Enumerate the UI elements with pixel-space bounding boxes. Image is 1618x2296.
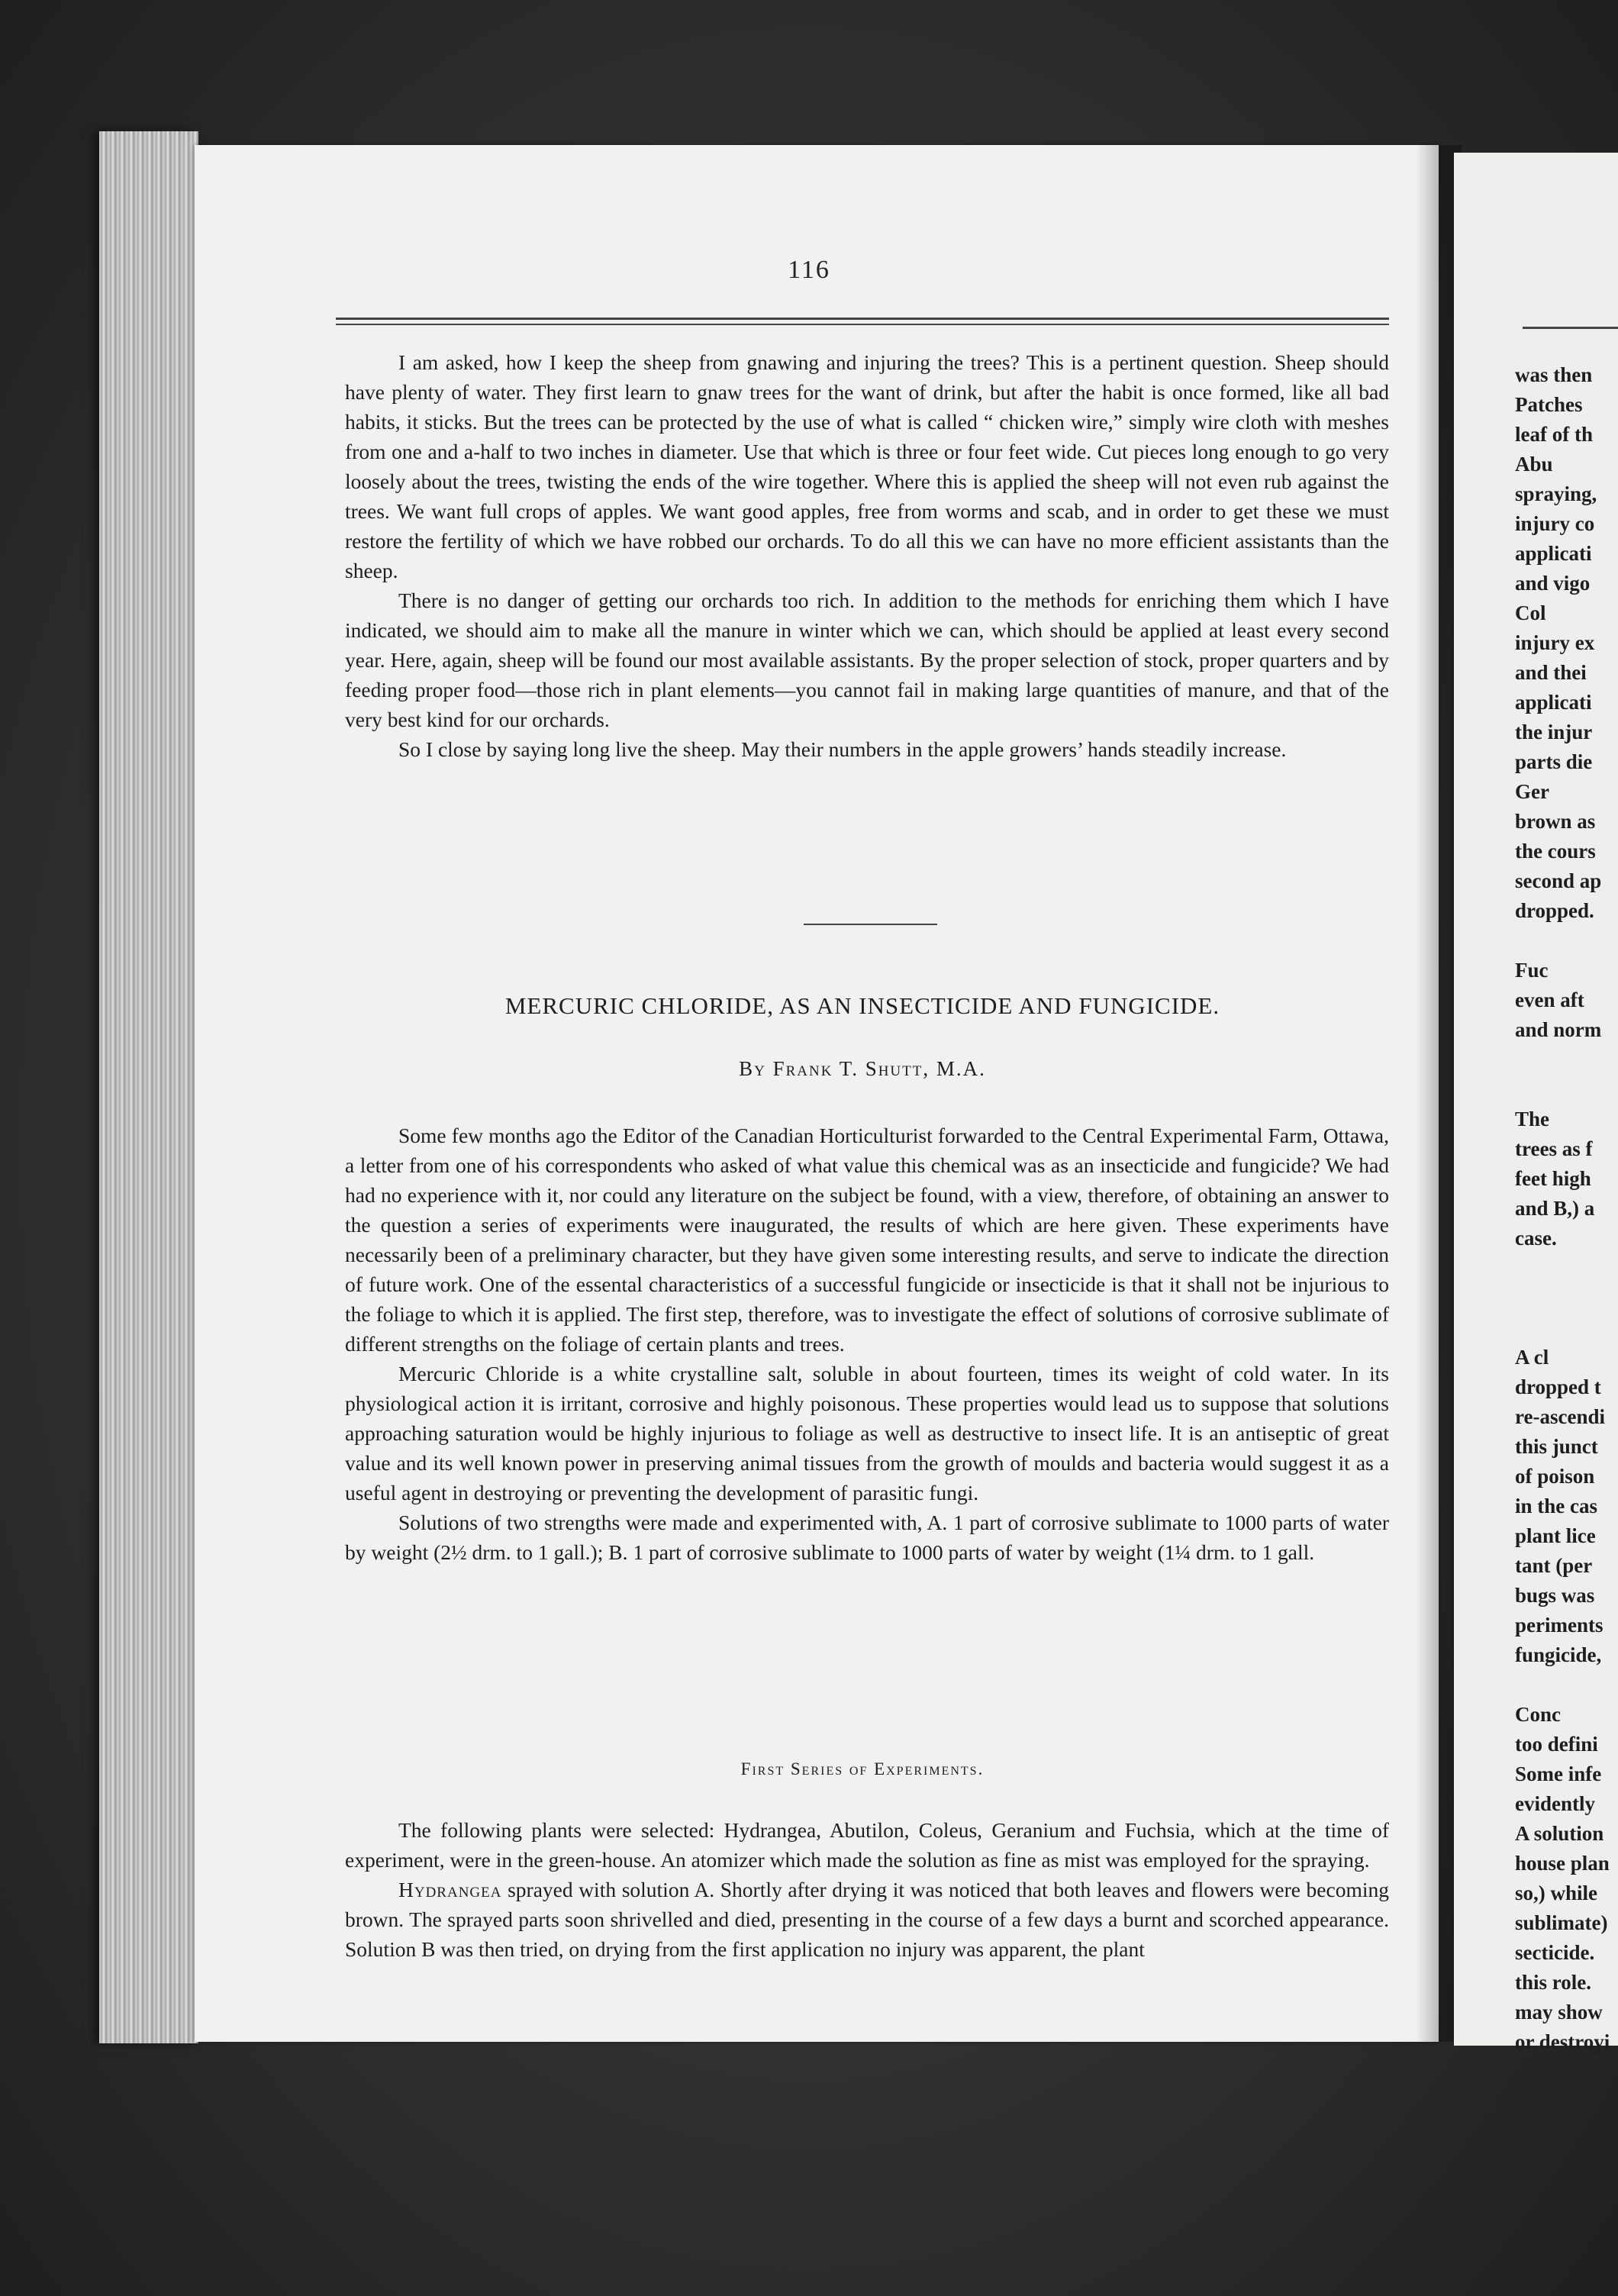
header-rule-top: [336, 318, 1389, 320]
right-page-line: second ap: [1515, 869, 1602, 892]
right-page-line: brown as: [1515, 810, 1596, 833]
right-page-line: and B,) a: [1515, 1197, 1595, 1220]
right-page-line: was then: [1515, 363, 1593, 386]
right-page-line: leaf of th: [1515, 423, 1593, 446]
run-in-heading: Hydrangea: [398, 1878, 502, 1901]
right-page-line: or destroyi: [1515, 2030, 1610, 2053]
right-page-line: [1515, 1313, 1610, 1343]
right-page-line: may show: [1515, 2001, 1603, 2024]
right-page-line: Col: [1515, 601, 1546, 624]
right-page-line: and thei: [1515, 661, 1587, 684]
paragraph: Solutions of two strengths were made and experimented with, A. 1 part of corrosive sublimate to 1000 parts of water by weight (2½ drm. to 1 gall.); B. 1 part of corrosive sublimate to 1000 parts of water by weight (1¼ drm. to 1 gall.: [345, 1511, 1389, 1564]
right-page-line: secticide.: [1515, 1941, 1595, 1964]
right-page-line: trees as f: [1515, 1137, 1593, 1160]
sheep-section: [345, 347, 1389, 764]
right-page-line: [1515, 926, 1610, 956]
right-page-line: injury co: [1515, 512, 1595, 535]
right-page-line: the injur: [1515, 721, 1593, 743]
right-page-line: [1515, 1670, 1610, 1700]
section-heading: First Series of Experiments.: [740, 1759, 985, 1778]
right-page-line: periments: [1515, 1614, 1603, 1637]
right-page-line: [1515, 1283, 1610, 1313]
right-page-line: bugs was: [1515, 1584, 1595, 1607]
section-divider: [804, 924, 937, 925]
right-page-line: Patches: [1515, 393, 1583, 416]
right-page-line: sublimate): [1515, 1911, 1608, 1934]
right-page-line: in the cas: [1515, 1495, 1597, 1517]
right-page-line: evidently: [1515, 1792, 1595, 1815]
right-page-line: tant (per: [1515, 1554, 1593, 1577]
header-rule-bottom: [336, 324, 1389, 325]
right-page-line: Abu: [1515, 453, 1553, 476]
right-page-line: the cours: [1515, 840, 1596, 863]
right-page-line: applicati: [1515, 542, 1592, 565]
right-page-line: Ger: [1515, 780, 1549, 803]
article-body: [345, 1121, 1389, 1567]
right-page-line: and vigo: [1515, 572, 1591, 595]
right-page-line: and norm: [1515, 1018, 1602, 1041]
right-page-line: fungicide,: [1515, 1643, 1602, 1666]
right-page-line: The: [1515, 1108, 1550, 1130]
right-page-line: [1515, 1045, 1610, 1075]
right-page-line: parts die: [1515, 750, 1593, 773]
right-page-line: Some infe: [1515, 1762, 1602, 1785]
right-page-line: so,) while: [1515, 1882, 1597, 1904]
right-page-rule: [1523, 327, 1618, 329]
page-number: 116: [788, 256, 830, 284]
right-page-line: applicati: [1515, 691, 1592, 714]
right-page-line: this role.: [1515, 1971, 1591, 1994]
right-page-line: [1515, 1075, 1610, 1104]
right-page-line: of poison: [1515, 1465, 1595, 1488]
right-page-line: spraying,: [1515, 482, 1597, 505]
right-page-line: house plan: [1515, 1852, 1610, 1875]
paragraph: So I close by saying long live the sheep. May their numbers in the apple growers’ hands steadily increase.: [398, 737, 1287, 761]
book-page-edges: [99, 131, 198, 2043]
right-page-line: this junct: [1515, 1435, 1598, 1458]
article-title: MERCURIC CHLORIDE, AS AN INSECTICIDE AND FUNGICIDE.: [504, 992, 1220, 1019]
right-page-line: A solution: [1515, 1822, 1604, 1845]
right-page-line: Conc: [1515, 1703, 1561, 1726]
right-page-line: injury ex: [1515, 631, 1595, 654]
right-page-line: Fuc: [1515, 959, 1549, 982]
right-page-line: re-ascendi: [1515, 1405, 1605, 1428]
right-page-line: [1515, 1253, 1610, 1283]
paragraph: Mercuric Chloride is a white crystalline salt, soluble in about fourteen, times its weight of cold water. In its physiological action it is irritant, corrosive and highly poisonous. These properties would lead us to suppose that solutions approaching saturation would be highly injurious to foliage as well as destructive to insect life. It is an antiseptic of great value and its well known power in preserving animal tissues from the growth of moulds and bacteria would suggest it as a useful agent in destroying or preventing the development of parasitic fungi.: [345, 1362, 1389, 1504]
paragraph: [345, 1875, 1389, 1964]
right-page-line: feet high: [1515, 1167, 1591, 1190]
paragraph: There is no danger of getting our orchards too rich. In addition to the methods for enriching them which I have indicated, we should aim to make all the manure in winter which we can, which should be applied at least every second year. Here, again, sheep will be found our most available assistants. By the proper selection of stock, proper quarters and by feeding proper food—those rich in plant elements—you cannot fail in making large quantities of manure, and that of the very best kind for our orchards.: [345, 589, 1389, 731]
paragraph: Some few months ago the Editor of the Canadian Horticulturist forwarded to the Central Experimental Farm, Ottawa, a letter from one of his correspondents who asked of what value this chemical was as an insecticide and fungicide? We had had no experience with it, nor could any literature on the subject be found, with a view, therefore, of obtaining an answer to the question a series of experiments were inaugurated, the results of which are here given. These experiments have necessarily been of a preliminary character, but they have given some interesting results, and serve to indicate the direction of future work. One of the essental characteristics of a successful fungicide or insecticide is that it shall not be injurious to the foliage to which it is applied. The first step, therefore, was to investigate the effect of solutions of corrosive sublimate of different strengths on the foliage of certain plants and trees.: [345, 1124, 1389, 1356]
paragraph-text: sprayed with solution A. Shortly after drying it was noticed that both leaves and flowers were becoming brown. The sprayed parts soon shrivelled and died, presenting in the course of a few days a burnt and scorched appearance. Solution B was then tried, on drying from the first application no injury was apparent, the plant: [345, 1878, 1390, 1961]
paragraph: The following plants were selected: Hydrangea, Abutilon, Coleus, Geranium and Fuchsia, which at the time of experiment, were in the green-house. An atomizer which made the solution as fine as mist was employed for the spraying.: [345, 1818, 1389, 1872]
right-page-line: case.: [1515, 1227, 1557, 1250]
right-page-line: even aft: [1515, 988, 1584, 1011]
experiments-body: [345, 1815, 1389, 1964]
article-byline: By Frank T. Shutt, M.A.: [739, 1057, 986, 1080]
right-page-text: [1515, 360, 1610, 2057]
paragraph: I am asked, how I keep the sheep from gnawing and injuring the trees? This is a pertinent question. Sheep should have plenty of water. They first learn to gnaw trees for the want of drink, but after the habit is once formed, like all bad habits, it sticks. But the trees can be protected by the use of what is called “ chicken wire,” simply wire cloth with meshes from one and a-half to two inches in diameter. Use that which is three or four feet wide. Cut pieces long enough to go very loosely about the trees, twisting the ends of the wire together. Where this is applied the sheep will not even rub against the trees. We want full crops of apples. We want good apples, free from worms and scab, and in order to get these we must restore the fertility of which we have robbed our orchards. To do all this we can have no more efficient assistants than the sheep.: [345, 350, 1389, 582]
right-page-line: dropped t: [1515, 1375, 1601, 1398]
right-page-line: dropped.: [1515, 899, 1594, 922]
right-page-line: too defini: [1515, 1733, 1598, 1756]
right-page-line: A cl: [1515, 1346, 1549, 1369]
right-page-line: plant lice: [1515, 1524, 1596, 1547]
